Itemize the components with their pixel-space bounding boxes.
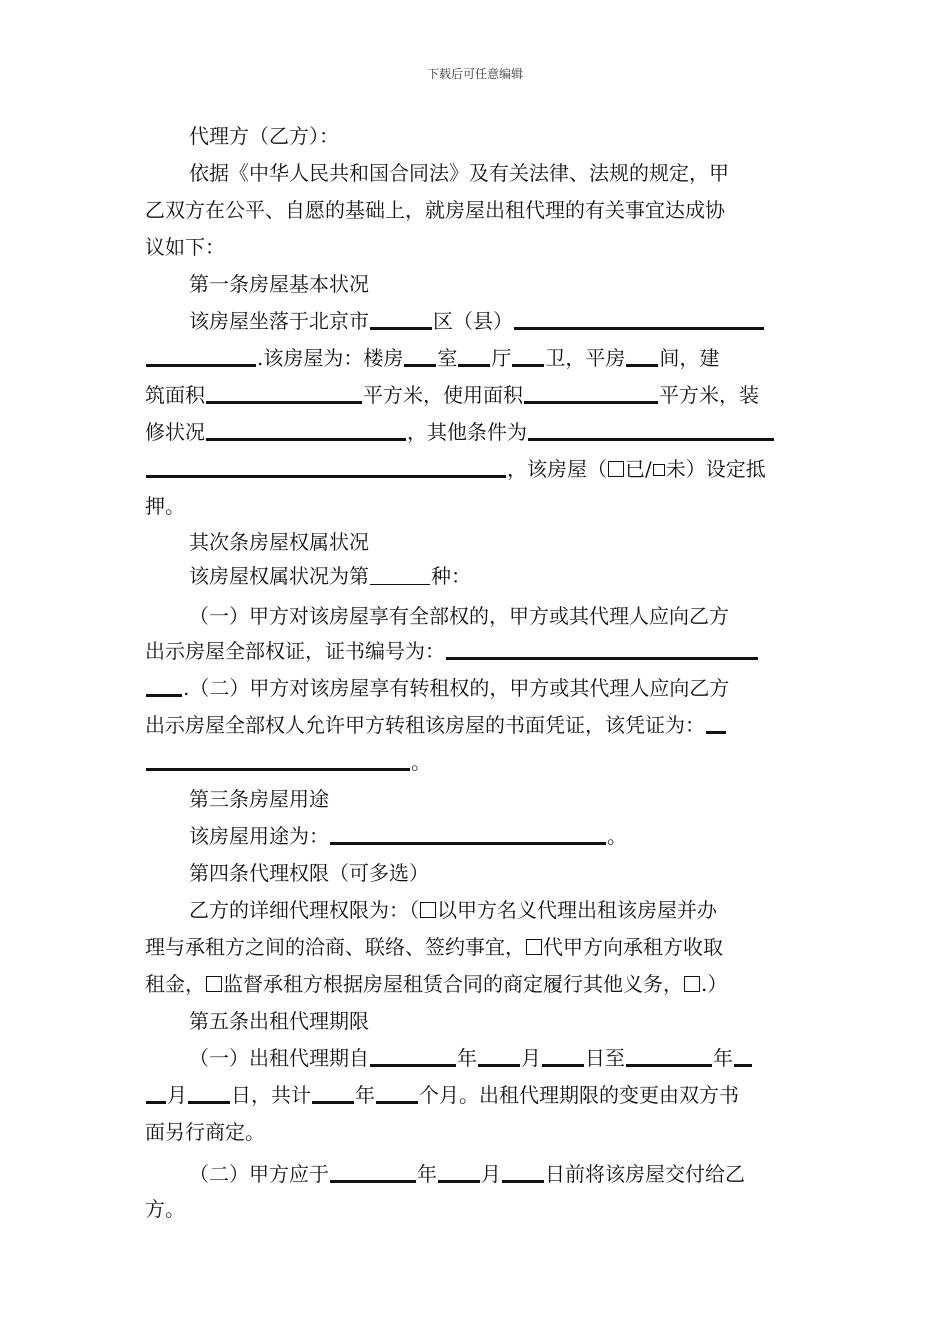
start-day-blank[interactable] bbox=[542, 1050, 584, 1067]
article-2-text: 该房屋权属状况为第 种： bbox=[189, 564, 471, 588]
other-conditions-blank-cont[interactable] bbox=[146, 461, 506, 478]
other-conditions-blank[interactable] bbox=[528, 424, 774, 441]
article-1-text: ，该房屋（ 已/ 未）设定抵 bbox=[145, 451, 805, 488]
article-2-item-2: 出示房屋全部权人允许甲方转租该房屋的书面凭证，该凭证为： bbox=[145, 707, 805, 744]
article-5-item-1: 面另行商定。 bbox=[145, 1120, 265, 1144]
preamble-line: 依据《中华人民共和国合同法》及有关法律、法规的规定，甲 bbox=[189, 161, 729, 185]
article-4-heading: 第四条代理权限（可多选） bbox=[189, 861, 429, 885]
total-years-blank[interactable] bbox=[312, 1087, 354, 1104]
article-3-heading: 第三条房屋用途 bbox=[189, 787, 329, 811]
other-authority-checkbox[interactable] bbox=[684, 976, 700, 992]
decoration-blank[interactable] bbox=[206, 424, 406, 441]
article-2-heading: 其次条房屋权属状况 bbox=[189, 530, 369, 554]
article-5-heading: 第五条出租代理期限 bbox=[189, 1009, 369, 1033]
end-year-blank[interactable] bbox=[626, 1050, 712, 1067]
total-months-blank[interactable] bbox=[376, 1087, 418, 1104]
article-5-item-2: 方。 bbox=[145, 1197, 185, 1221]
article-5-item-1: （一）出租代理期自 年 月 日至 年 bbox=[145, 1040, 805, 1077]
address-blank[interactable] bbox=[514, 313, 764, 330]
certificate-number-blank[interactable] bbox=[446, 643, 758, 660]
baths-blank[interactable] bbox=[512, 350, 544, 367]
article-1-text: 押。 bbox=[145, 494, 185, 518]
article-3-text: 该房屋用途为： 。 bbox=[189, 824, 627, 848]
article-1-text: 筑面积 平方米，使用面积 平方米，装 bbox=[145, 383, 759, 407]
delivery-year-blank[interactable] bbox=[330, 1166, 416, 1183]
start-year-blank[interactable] bbox=[370, 1050, 456, 1067]
article-2-item-2: .（二）甲方对该房屋享有转租权的，甲方或其代理人应向乙方 bbox=[145, 670, 805, 707]
end-day-blank[interactable] bbox=[188, 1087, 230, 1104]
bungalow-rooms-blank[interactable] bbox=[626, 350, 658, 367]
delivery-month-blank[interactable] bbox=[438, 1166, 480, 1183]
sublease-proof-blank-cont[interactable] bbox=[146, 754, 410, 771]
mortgaged-checkbox[interactable] bbox=[608, 461, 624, 477]
ownership-type-blank[interactable] bbox=[370, 570, 430, 585]
party-b-line: 代理方（乙方）： bbox=[189, 124, 339, 148]
supervise-tenant-checkbox[interactable] bbox=[206, 976, 222, 992]
article-1-heading: 第一条房屋基本状况 bbox=[189, 272, 369, 296]
article-4-text: 理与承租方之间的洽商、联络、签约事宜， 代甲方向承租方收取 bbox=[145, 935, 723, 959]
preamble-line: 乙双方在公平、自愿的基础上，就房屋出租代理的有关事宜达成协 bbox=[145, 198, 725, 222]
article-1-text: 该房屋坐落于北京市 区（县） bbox=[145, 303, 805, 340]
usable-area-blank[interactable] bbox=[524, 387, 658, 404]
district-blank[interactable] bbox=[370, 313, 432, 330]
collect-rent-checkbox[interactable] bbox=[526, 939, 542, 955]
article-4-text: 乙方的详细代理权限为：（ 以甲方名义代理出租该房屋并办 bbox=[189, 898, 717, 922]
delivery-day-blank[interactable] bbox=[502, 1166, 544, 1183]
lease-on-behalf-checkbox[interactable] bbox=[420, 902, 436, 918]
article-1-text: 修状况 ，其他条件为 bbox=[145, 414, 805, 451]
page-header: 下载后可任意编辑 bbox=[426, 67, 523, 81]
preamble-line: 议如下： bbox=[145, 235, 225, 259]
building-area-blank[interactable] bbox=[206, 387, 362, 404]
article-5-item-2: （二）甲方应于 年 月 日前将该房屋交付给乙 bbox=[189, 1162, 745, 1186]
certificate-number-blank-cont[interactable] bbox=[146, 680, 182, 697]
usage-blank[interactable] bbox=[330, 828, 606, 845]
end-month-blank[interactable] bbox=[734, 1050, 752, 1067]
end-month-blank-cont[interactable] bbox=[146, 1087, 166, 1104]
contract-body bbox=[145, 118, 805, 1228]
start-month-blank[interactable] bbox=[478, 1050, 520, 1067]
not-mortgaged-checkbox[interactable] bbox=[653, 464, 665, 476]
article-2-item-2: 。 bbox=[145, 744, 805, 781]
address-blank-cont[interactable] bbox=[146, 350, 256, 367]
article-5-item-1: 月 日，共计 年 个月。出租代理期限的变更由双方书 bbox=[145, 1077, 805, 1114]
article-1-text: .该房屋为：楼房 室 厅 卫，平房 间，建 bbox=[145, 340, 805, 377]
rooms-blank[interactable] bbox=[404, 350, 436, 367]
halls-blank[interactable] bbox=[458, 350, 490, 367]
article-2-item-1: （一）甲方对该房屋享有全部权的，甲方或其代理人应向乙方 bbox=[189, 604, 729, 628]
article-4-text: 租金， 监督承租方根据房屋租赁合同的商定履行其他义务， .） bbox=[145, 972, 728, 996]
article-2-item-1: 出示房屋全部权证，证书编号为： bbox=[145, 633, 805, 670]
sublease-proof-blank[interactable] bbox=[706, 717, 726, 734]
